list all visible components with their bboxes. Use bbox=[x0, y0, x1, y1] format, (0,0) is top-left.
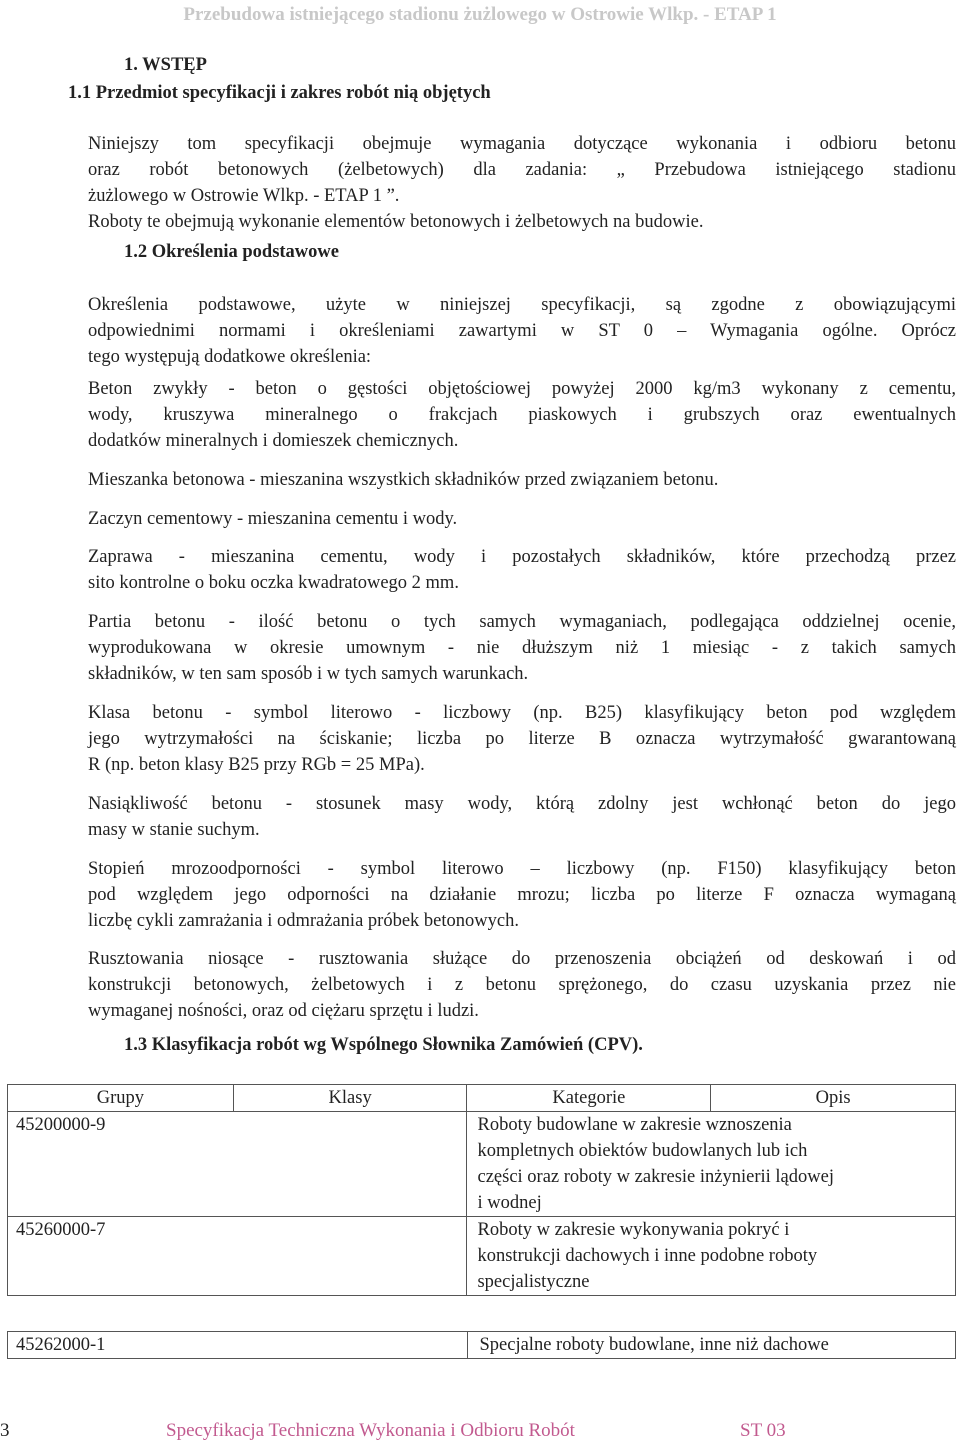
cpv-extra-table bbox=[7, 1331, 956, 1359]
definition-line: Rusztowania niosące - rusztowania służące do przenoszenia obciążeń od deskowań i od bbox=[88, 949, 956, 969]
definition-line: Stopień mrozoodporności - symbol literowo – liczbowy (np. F150) klasyfikujący beton bbox=[88, 859, 956, 879]
definition-line: Mieszanka betonowa - mieszanina wszystkich składników przed związaniem betonu. bbox=[88, 470, 719, 490]
footer-code: ST 03 bbox=[740, 1420, 786, 1441]
definition-rusztowania bbox=[88, 946, 956, 1024]
definition-line: składników, w ten sam sposób i w tych samych warunkach. bbox=[88, 664, 529, 684]
section-1-2-heading: 1.2 Określenia podstawowe bbox=[124, 242, 339, 262]
cpv-header-klasy: Klasy bbox=[233, 1085, 467, 1112]
definition-beton bbox=[88, 376, 956, 454]
cpv-table bbox=[7, 1084, 956, 1296]
cpv-code-cell: 45200000-9 bbox=[8, 1112, 467, 1217]
definition-line: sito kontrolne o boku oczka kwadratowego 2 mm. bbox=[88, 573, 459, 593]
definition-line: Partia betonu - ilość betonu o tych samych wymaganiach, podlegająca oddzielnej ocenie, bbox=[88, 612, 956, 632]
table-row bbox=[8, 1217, 956, 1296]
cpv-desc-line: części oraz roboty w zakresie inżynierii lądowej bbox=[477, 1167, 834, 1187]
definition-line: Beton zwykły - beton o gęstości objętościowej powyżej 2000 kg/m3 wykonany z cementu, bbox=[88, 379, 956, 399]
footer-page-number: 3 bbox=[0, 1420, 10, 1441]
footer-title: Specyfikacja Techniczna Wykonania i Odbioru Robót bbox=[166, 1420, 575, 1441]
section-1-heading: 1. WSTĘP bbox=[124, 55, 207, 75]
definition-line: Klasa betonu - symbol literowo - liczbowy (np. B25) klasyfikujący beton pod względem bbox=[88, 703, 956, 723]
definition-stopien bbox=[88, 856, 956, 934]
definition-line: pod względem jego odporności na działanie mrozu; liczba po literze F oznacza wymaganą bbox=[88, 885, 956, 905]
definitions-intro-line-3: tego występują dodatkowe określenia: bbox=[88, 347, 372, 367]
table-row bbox=[8, 1332, 956, 1359]
cpv-desc-line: kompletnych obiektów budowlanych lub ich bbox=[477, 1141, 808, 1161]
cpv-header-opis: Opis bbox=[711, 1085, 956, 1112]
running-header: Przebudowa istniejącego stadionu żużlowego w Ostrowie Wlkp. - ETAP 1 bbox=[183, 4, 777, 25]
definition-line: dodatków mineralnych i domieszek chemicznych. bbox=[88, 431, 459, 451]
cpv-desc-cell: Specjalne roboty budowlane, inne niż dachowe bbox=[467, 1332, 956, 1359]
cpv-desc-line: specjalistyczne bbox=[477, 1272, 590, 1292]
cpv-header-row bbox=[8, 1085, 956, 1112]
section-1-1-heading: 1.1 Przedmiot specyfikacji i zakres robót nią objętych bbox=[68, 83, 491, 103]
cpv-desc-cell bbox=[467, 1217, 956, 1296]
definition-nasiakliwosc bbox=[88, 791, 956, 843]
definitions-intro-line-2: odpowiednimi normami i określeniami zawartymi w ST 0 – Wymagania ogólne. Oprócz bbox=[88, 321, 956, 341]
cpv-desc-cell bbox=[467, 1112, 956, 1217]
definitions-intro bbox=[88, 292, 956, 370]
definition-mieszanka bbox=[88, 467, 956, 493]
definition-partia bbox=[88, 609, 956, 687]
cpv-desc-line: i wodnej bbox=[477, 1193, 542, 1213]
intro-line-2: oraz robót betonowych (żelbetowych) dla zadania: „ Przebudowa istniejącego stadionu bbox=[88, 160, 956, 180]
definition-line: Nasiąkliwość betonu - stosunek masy wody, którą zdolny jest wchłonąć beton do jego bbox=[88, 794, 956, 814]
definition-line: konstrukcji betonowych, żelbetowych i z betonu sprężonego, do czasu uzyskania przez nie bbox=[88, 975, 956, 995]
cpv-code-cell: 45260000-7 bbox=[8, 1217, 467, 1296]
definition-klasa bbox=[88, 700, 956, 778]
definition-line: Zaprawa - mieszanina cementu, wody i pozostałych składników, które przechodzą przez bbox=[88, 547, 956, 567]
cpv-desc-line: Roboty budowlane w zakresie wznoszenia bbox=[477, 1115, 792, 1135]
definition-zaprawa bbox=[88, 544, 956, 596]
intro-line-3: żużlowego w Ostrowie Wlkp. - ETAP 1 ”. bbox=[88, 186, 400, 206]
definition-line: liczbę cykli zamrażania i odmrażania próbek betonowych. bbox=[88, 911, 519, 931]
definition-line: masy w stanie suchym. bbox=[88, 820, 260, 840]
definitions-intro-line-1: Określenia podstawowe, użyte w niniejszej specyfikacji, są zgodne z obowiązującymi bbox=[88, 295, 956, 315]
definition-line: wymaganej nośności, oraz od ciężaru sprzętu i ludzi. bbox=[88, 1001, 479, 1021]
cpv-header-grupy: Grupy bbox=[8, 1085, 234, 1112]
definition-line: jego wytrzymałości na ściskanie; liczba po literze B oznacza wytrzymałość gwarantowaną bbox=[88, 729, 956, 749]
section-1-3-heading: 1.3 Klasyfikacja robót wg Wspólnego Słownika Zamówień (CPV). bbox=[124, 1035, 643, 1055]
intro-paragraph bbox=[88, 131, 956, 235]
table-row bbox=[8, 1112, 956, 1217]
cpv-code-cell: 45262000-1 bbox=[8, 1332, 468, 1359]
definition-line: Zaczyn cementowy - mieszanina cementu i wody. bbox=[88, 509, 458, 529]
definition-line: wody, kruszywa mineralnego o frakcjach piaskowych i grubszych oraz ewentualnych bbox=[88, 405, 956, 425]
definition-line: R (np. beton klasy B25 przy RGb = 25 MPa). bbox=[88, 755, 425, 775]
intro-line-1: Niniejszy tom specyfikacji obejmuje wymagania dotyczące wykonania i odbioru betonu bbox=[88, 134, 956, 154]
cpv-desc-line: Roboty w zakresie wykonywania pokryć i bbox=[477, 1220, 790, 1240]
cpv-header-kategorie: Kategorie bbox=[467, 1085, 711, 1112]
definition-zaczyn bbox=[88, 506, 956, 532]
cpv-desc-line: konstrukcji dachowych i inne podobne roboty bbox=[477, 1246, 818, 1266]
intro-line-4: Roboty te obejmują wykonanie elementów betonowych i żelbetowych na budowie. bbox=[88, 212, 704, 232]
definition-line: wyprodukowana w okresie umownym - nie dłuższym niż 1 miesiąc - z takich samych bbox=[88, 638, 956, 658]
